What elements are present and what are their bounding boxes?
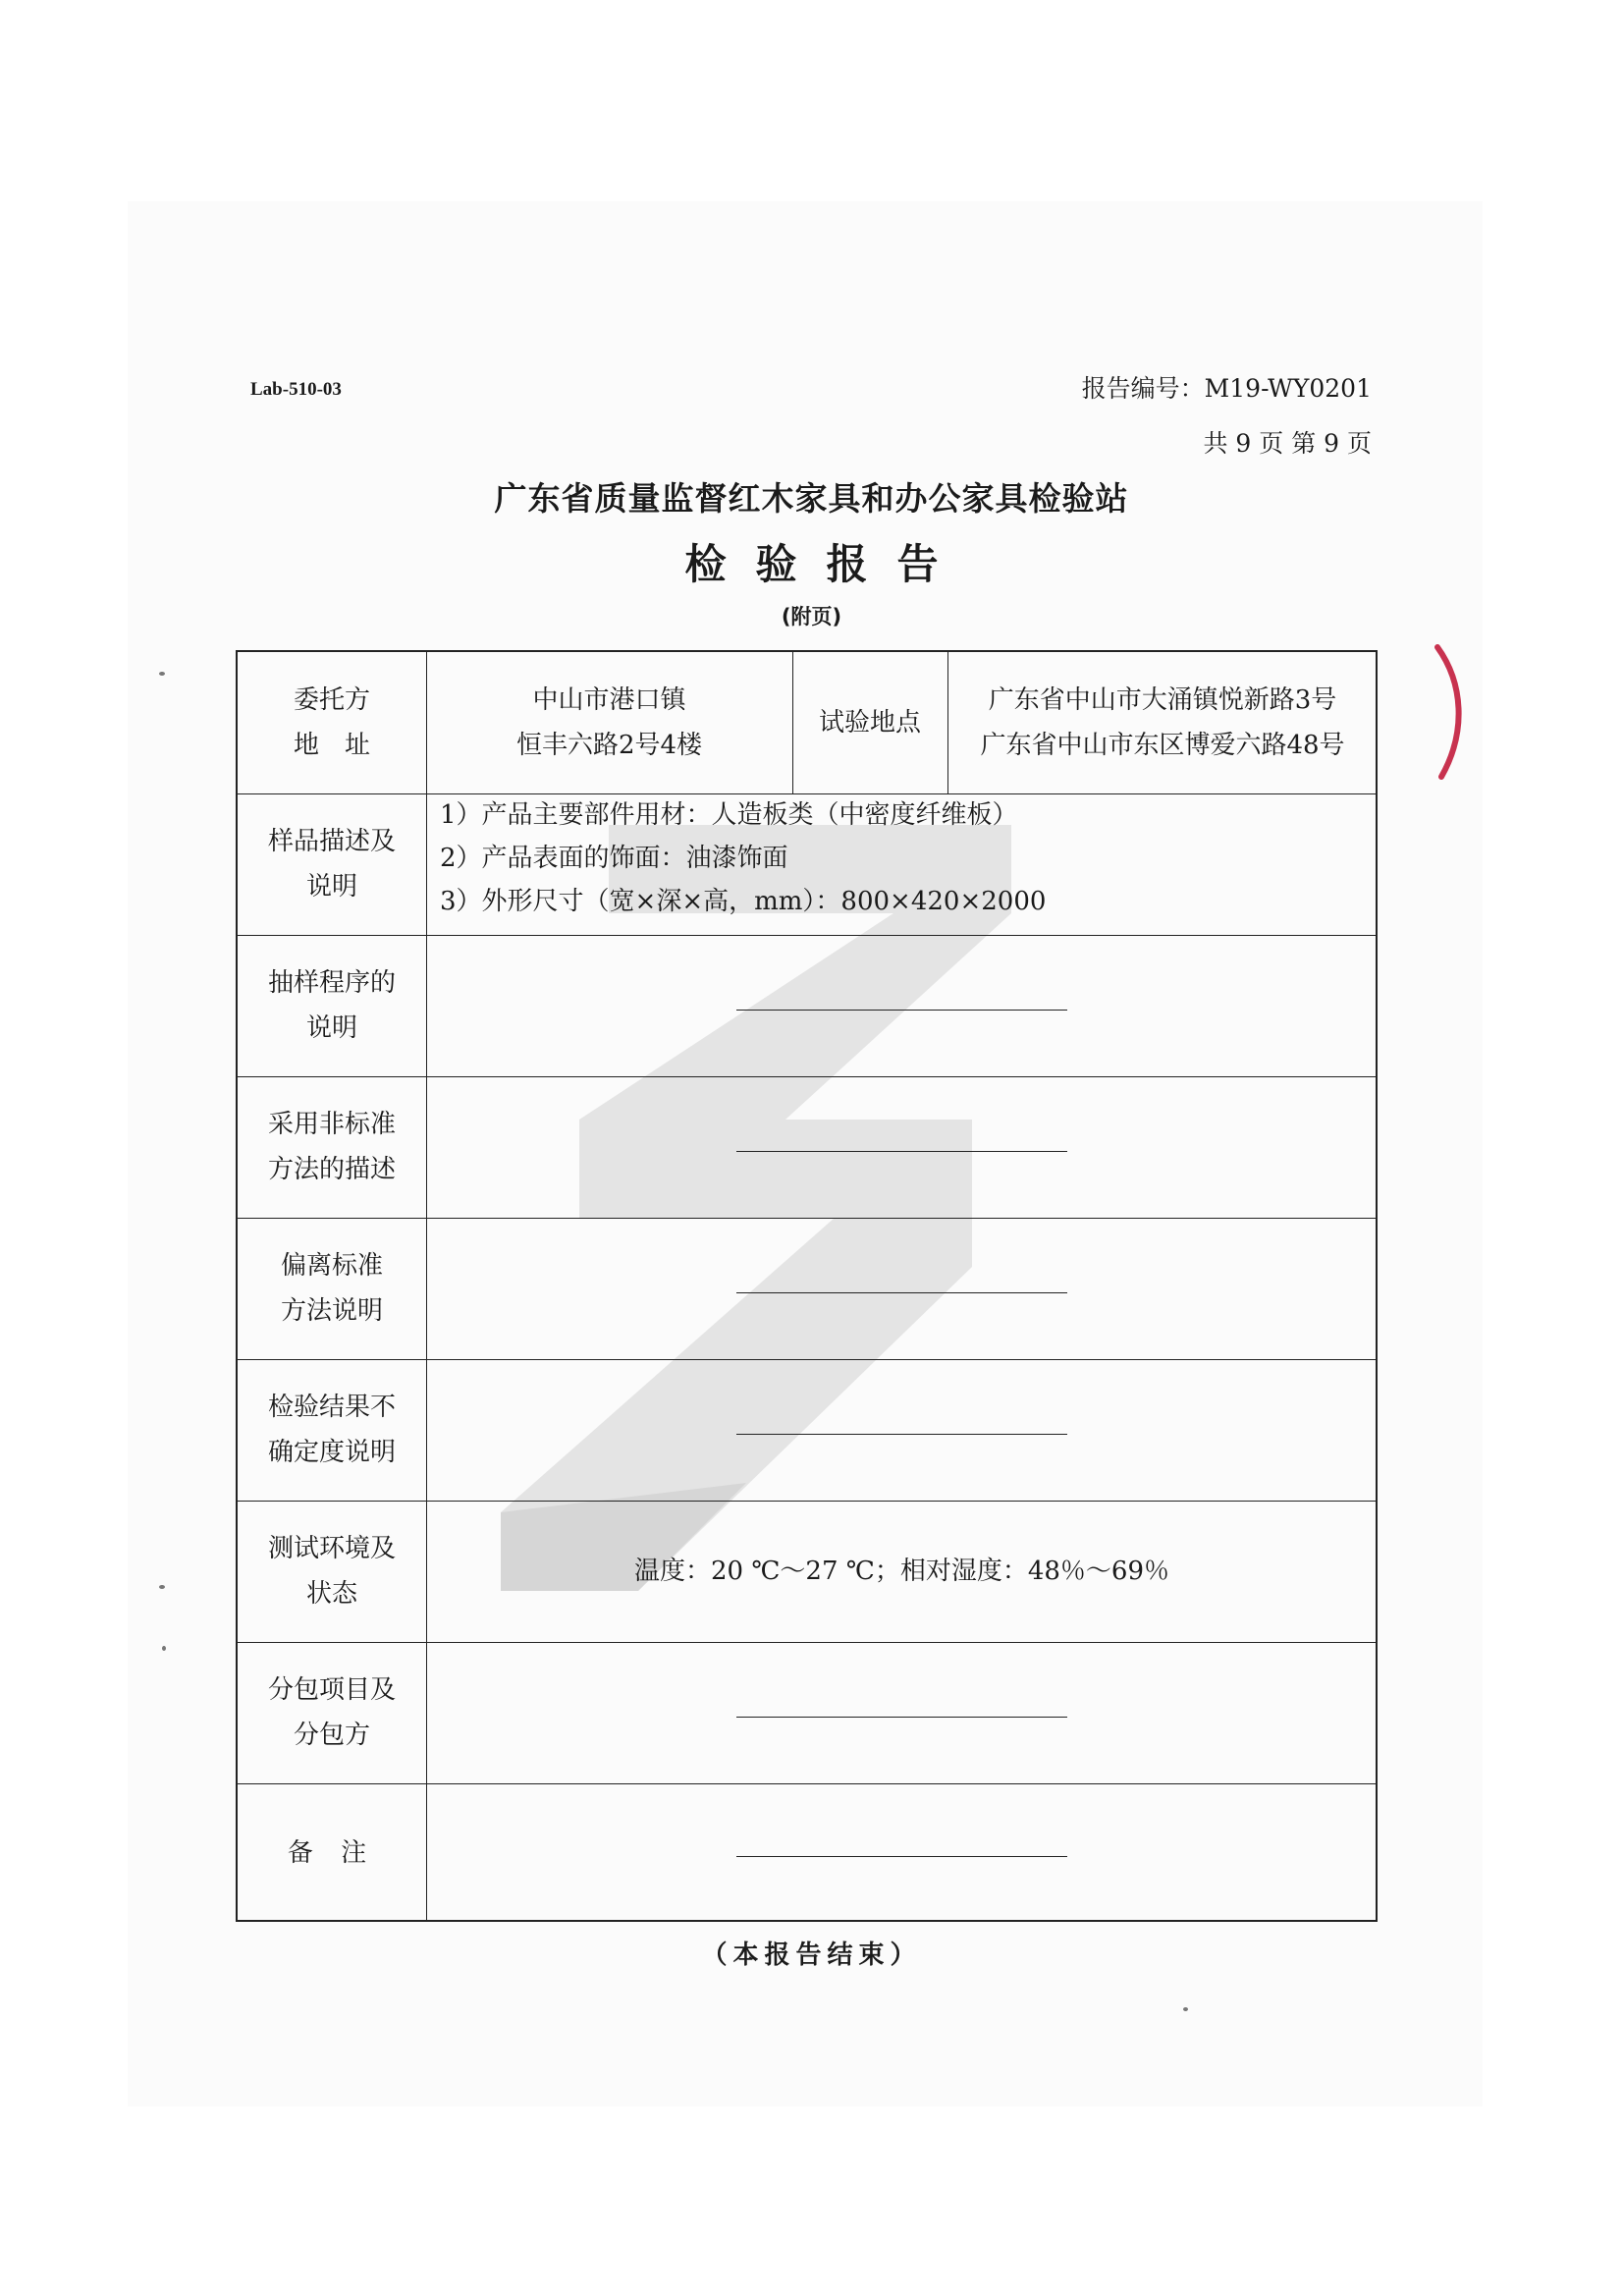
deviation-label: 偏离标准 方法说明 [280,1251,383,1326]
scan-speck [159,1585,165,1589]
sample-description-label: 样品描述及 说明 [267,827,396,902]
client-address-value: 中山市港口镇 恒丰六路2号4楼 [515,685,703,760]
sample-description-value [426,793,1378,935]
test-site-value: 广东省中山市大涌镇悦新路3号 广东省中山市东区博爱六路48号 [980,685,1345,760]
subcontract-label: 分包项目及 分包方 [267,1675,396,1750]
page-count: 共 9 页 第 9 页 [1203,429,1372,458]
sample-description-item: 1）产品主要部件用材：人造板类（中密度纤维板） [440,800,1018,830]
report-subtitle: (附页) [781,605,842,629]
scan-speck [159,672,165,676]
empty-value-line [736,1856,1067,1857]
remarks-label: 备 注 [287,1837,377,1868]
report-number: 报告编号：M19-WY0201 [1081,374,1372,403]
empty-value-line [736,1292,1067,1293]
nonstandard-method-label: 采用非标准 方法的描述 [267,1110,396,1184]
empty-value-line [736,1717,1067,1718]
empty-value-line [736,1010,1067,1011]
report-end-note: （本报告结束） [701,1941,922,1970]
environment-label: 测试环境及 状态 [267,1534,396,1609]
client-address-label: 委托方 地 址 [293,685,370,760]
sample-description-item: 3）外形尺寸（宽×深×高，mm）：800×420×2000 [440,887,1047,916]
report-title: 检验报告 [684,540,968,588]
scan-speck [162,1646,166,1651]
test-site-label: 试验地点 [818,708,921,738]
organization-name: 广东省质量监督红木家具和办公家具检验站 [494,479,1129,518]
empty-value-line [736,1151,1067,1152]
sample-description-item: 2）产品表面的饰面：油漆饰面 [440,844,788,873]
empty-value-line [736,1434,1067,1435]
environment-value: 温度：20 ℃～27 ℃；相对湿度：48％～69％ [633,1557,1170,1586]
seal-stamp-edge [1434,643,1473,781]
sampling-procedure-label: 抽样程序的 说明 [267,968,396,1043]
uncertainty-label: 检验结果不 确定度说明 [267,1393,396,1467]
scan-speck [1183,2007,1188,2011]
form-code: Lab-510-03 [250,379,342,400]
report-table [236,650,1378,1922]
